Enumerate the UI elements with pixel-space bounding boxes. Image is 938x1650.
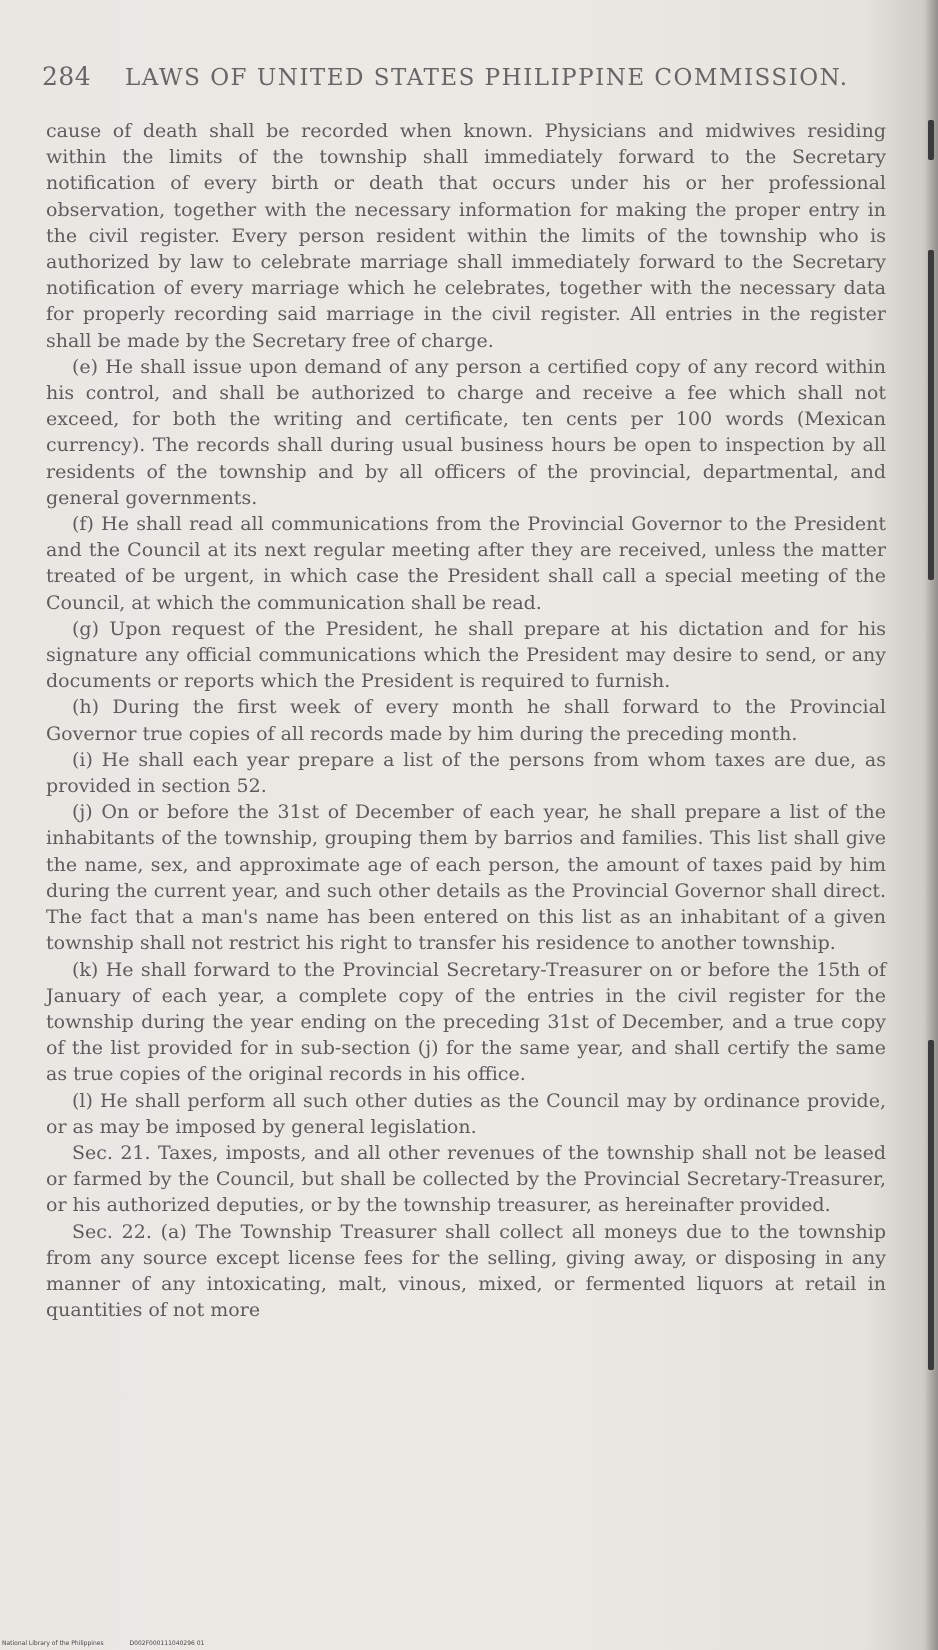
scan-identifier: D002F000111040296 01 <box>129 1640 205 1647</box>
paragraph-l: (l) He shall perform all such other duties as the Council may by ordinance provide, or as may be imposed by general legislation. <box>46 1089 886 1138</box>
page-number: 284 <box>42 62 92 91</box>
paragraph-i: (i) He shall each year prepare a list of the persons from whom taxes are due, as provided in section 52. <box>46 748 886 798</box>
section-22: Sec. 22. (a) The Township Treasurer shall collect all moneys due to the township from any source except license fees for the selling, giving away, or disposing in any manner of any intoxicating, malt, vinous, mixed, or fermented liquors at retail in quantities of not more <box>46 1220 886 1322</box>
running-header <box>42 62 902 91</box>
paragraph-e: (e) He shall issue upon demand of any person a certified copy of any record within his control, and shall be authorized to charge and receive a fee which shall not exceed, for both the writing and certificate, ten cents per 100 words (Mexican currency). The records shall during usual business hours be open to inspection by all residents of the township and by all officers of the provincial, departmental, and general governments. <box>46 355 886 509</box>
paragraph-continuation: cause of death shall be recorded when known. Physicians and midwives residing within the limits of the township shall immediately forward to the Secretary notification of every birth or death that occurs under his or her professional observation, together with the necessary information for making the proper entry in the civil register. Every person resident within the limits of the township who is authorized by law to celebrate marriage shall immediately forward to the Secretary notification of every marriage which he celebrates, together with the necessary data for properly recording said marriage in the civil register. All entries in the register shall be made by the Secretary free of charge. <box>46 120 886 352</box>
section-21: Sec. 21. Taxes, imposts, and all other revenues of the township shall not be leased or farmed by the Council, but shall be collected by the Provincial Secretary-Treasurer, or his authorized deputies, or by the township treasurer, as hereinafter provided. <box>46 1141 886 1217</box>
library-name: National Library of the Philippines <box>2 1640 104 1647</box>
scan-footer <box>2 1640 228 1647</box>
paragraph-j: (j) On or before the 31st of December of each year, he shall prepare a list of the inhabitants of the township, grouping them by barrios and families. This list shall give the name, sex, and approximate age of each person, the amount of taxes paid by him during the current year, and such other details as the Provincial Governor shall direct. The fact that a man's name has been entered on this list as an inhabitant of a given township shall not restrict his right to transfer his residence to another township. <box>46 801 886 955</box>
binding-mark <box>928 1040 934 1370</box>
running-title: LAWS OF UNITED STATES PHILIPPINE COMMISSION. <box>125 65 849 91</box>
page-edge-shadow <box>924 0 938 1650</box>
paragraph-g: (g) Upon request of the President, he shall prepare at his dictation and for his signature any official communications which the President may desire to send, or any documents or reports which the President is required to furnish. <box>46 617 886 693</box>
page-body <box>46 118 886 1323</box>
binding-mark <box>928 120 934 160</box>
binding-mark <box>928 250 934 580</box>
paragraph-h: (h) During the first week of every month he shall forward to the Provincial Governor true copies of all records made by him during the preceding month. <box>46 696 886 745</box>
paragraph-f: (f) He shall read all communications from the Provincial Governor to the President and the Council at its next regular meeting after they are received, unless the matter treated of be urgent, in which case the President shall call a special meeting of the Council, at which the communication shall be read. <box>46 513 886 614</box>
paragraph-k: (k) He shall forward to the Provincial Secretary-Treasurer on or before the 15th of January of each year, a complete copy of the entries in the civil register for the township during the year ending on the preceding 31st of December, and a true copy of the list provided for in sub-section (j) for the same year, and shall certify the same as true copies of the original records in his office. <box>46 958 886 1086</box>
